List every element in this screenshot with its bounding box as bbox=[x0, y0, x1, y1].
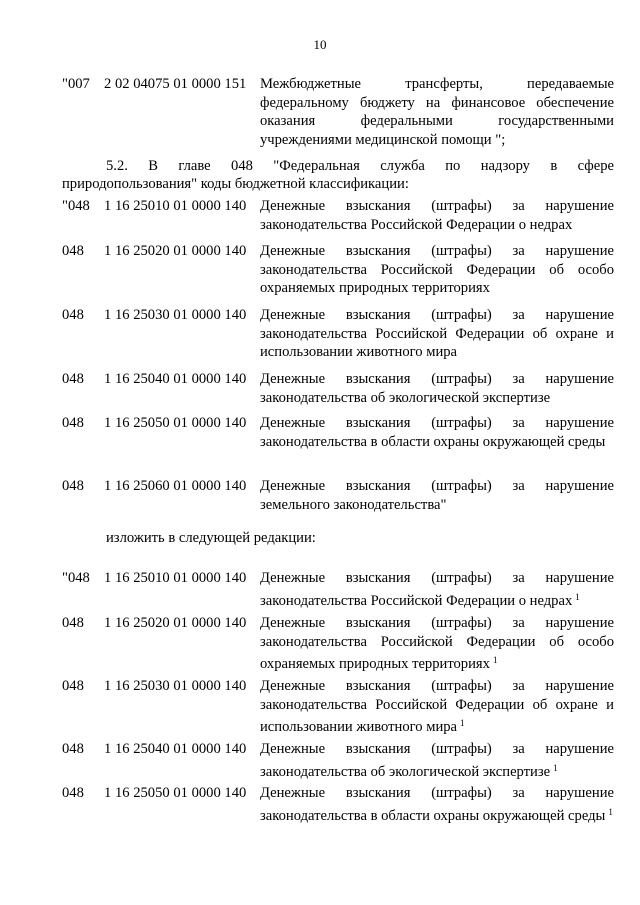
admin-code: "007 bbox=[62, 76, 90, 92]
admin-code: 048 bbox=[62, 371, 84, 387]
budget-code bbox=[62, 75, 258, 94]
budget-code bbox=[62, 370, 258, 389]
budget-code bbox=[62, 414, 258, 433]
budget-code bbox=[62, 306, 258, 325]
admin-code: "048 bbox=[62, 570, 90, 586]
admin-code: 048 bbox=[62, 415, 84, 431]
admin-code: 048 bbox=[62, 741, 84, 757]
admin-code: 048 bbox=[62, 307, 84, 323]
budget-code-description: Денежные взыскания (штрафы) за нарушение земельного законодательства" bbox=[260, 478, 614, 513]
footnote-marker: 1 bbox=[492, 655, 498, 665]
admin-code: 048 bbox=[62, 678, 84, 694]
budget-code-description bbox=[260, 614, 614, 674]
footnote-marker: 1 bbox=[575, 591, 580, 602]
budget-code bbox=[62, 784, 258, 803]
description-text: Денежные взыскания (штрафы) за нарушение законодательства об экологической экспертизе bbox=[260, 741, 614, 780]
budget-code-description: Денежные взыскания (штрафы) за нарушение законодательства в области охраны окружающей среды bbox=[260, 415, 614, 450]
description-text: Денежные взыскания (штрафы) за нарушение законодательства Российской Федерации о недрах bbox=[260, 570, 614, 609]
section-heading-line1: 5.2. В главе 048 "Федеральная служба по надзору в сфере bbox=[106, 158, 614, 174]
budget-code bbox=[62, 677, 258, 696]
description-text: Денежные взыскания (штрафы) за нарушение законодательства Российской Федерации об охране и использовании животного мира bbox=[260, 678, 614, 735]
footnote-marker: 1 bbox=[608, 806, 613, 817]
classification-code: 1 16 25020 01 0000 140 bbox=[104, 615, 247, 631]
admin-code: 048 bbox=[62, 615, 84, 631]
classification-code: 2 02 04075 01 0000 151 bbox=[104, 76, 247, 92]
budget-code bbox=[62, 740, 258, 759]
budget-code-description: Денежные взыскания (штрафы) за нарушение законодательства Российской Федерации о недрах bbox=[260, 198, 614, 233]
budget-code bbox=[62, 614, 258, 633]
admin-code: "048 bbox=[62, 198, 90, 214]
classification-code: 1 16 25010 01 0000 140 bbox=[104, 198, 247, 214]
budget-code-description: Денежные взыскания (штрафы) за нарушение законодательства об экологической экспертизе bbox=[260, 371, 614, 406]
budget-code bbox=[62, 197, 258, 216]
classification-code: 1 16 25030 01 0000 140 bbox=[104, 678, 247, 694]
description-text: Денежные взыскания (штрафы) за нарушение законодательства в области охраны окружающей среды bbox=[260, 785, 614, 824]
classification-code: 1 16 25050 01 0000 140 bbox=[104, 415, 247, 431]
footnote-marker: 1 bbox=[553, 762, 558, 773]
budget-code-description: Денежные взыскания (штрафы) за нарушение законодательства Российской Федерации об охране и использовании животного мира bbox=[260, 307, 614, 360]
admin-code: 048 bbox=[62, 478, 84, 494]
page-number: 10 bbox=[313, 37, 327, 52]
budget-code bbox=[62, 569, 258, 588]
classification-code: 1 16 25030 01 0000 140 bbox=[104, 307, 247, 323]
classification-code: 1 16 25020 01 0000 140 bbox=[104, 243, 247, 259]
classification-code: 1 16 25050 01 0000 140 bbox=[104, 785, 247, 801]
budget-code-description: Денежные взыскания (штрафы) за нарушение законодательства Российской Федерации об особо охраняемых природных территориях bbox=[260, 243, 614, 296]
amendment-instruction: изложить в следующей редакции: bbox=[106, 530, 316, 546]
budget-code-description: Межбюджетные трансферты, передаваемые федеральному бюджету на финансовое обеспечение оказания федеральными государственными учреждениями медицинской помощи "; bbox=[260, 76, 614, 148]
admin-code: 048 bbox=[62, 785, 84, 801]
budget-code bbox=[62, 477, 258, 496]
footnote-marker: 1 bbox=[460, 718, 465, 728]
classification-code: 1 16 25010 01 0000 140 bbox=[104, 570, 247, 586]
budget-code-description bbox=[260, 784, 614, 825]
classification-code: 1 16 25040 01 0000 140 bbox=[104, 741, 247, 757]
admin-code: 048 bbox=[62, 243, 84, 259]
section-heading-line2: природопользования" коды бюджетной классификации: bbox=[62, 176, 409, 192]
budget-code-description bbox=[260, 569, 614, 610]
description-text: Денежные взыскания (штрафы) за нарушение законодательства Российской Федерации об особо охраняемых природных территориях bbox=[260, 615, 614, 672]
classification-code: 1 16 25060 01 0000 140 bbox=[104, 478, 247, 494]
budget-code-description bbox=[260, 677, 614, 737]
budget-code bbox=[62, 242, 258, 261]
classification-code: 1 16 25040 01 0000 140 bbox=[104, 371, 247, 387]
budget-code-description bbox=[260, 740, 614, 781]
